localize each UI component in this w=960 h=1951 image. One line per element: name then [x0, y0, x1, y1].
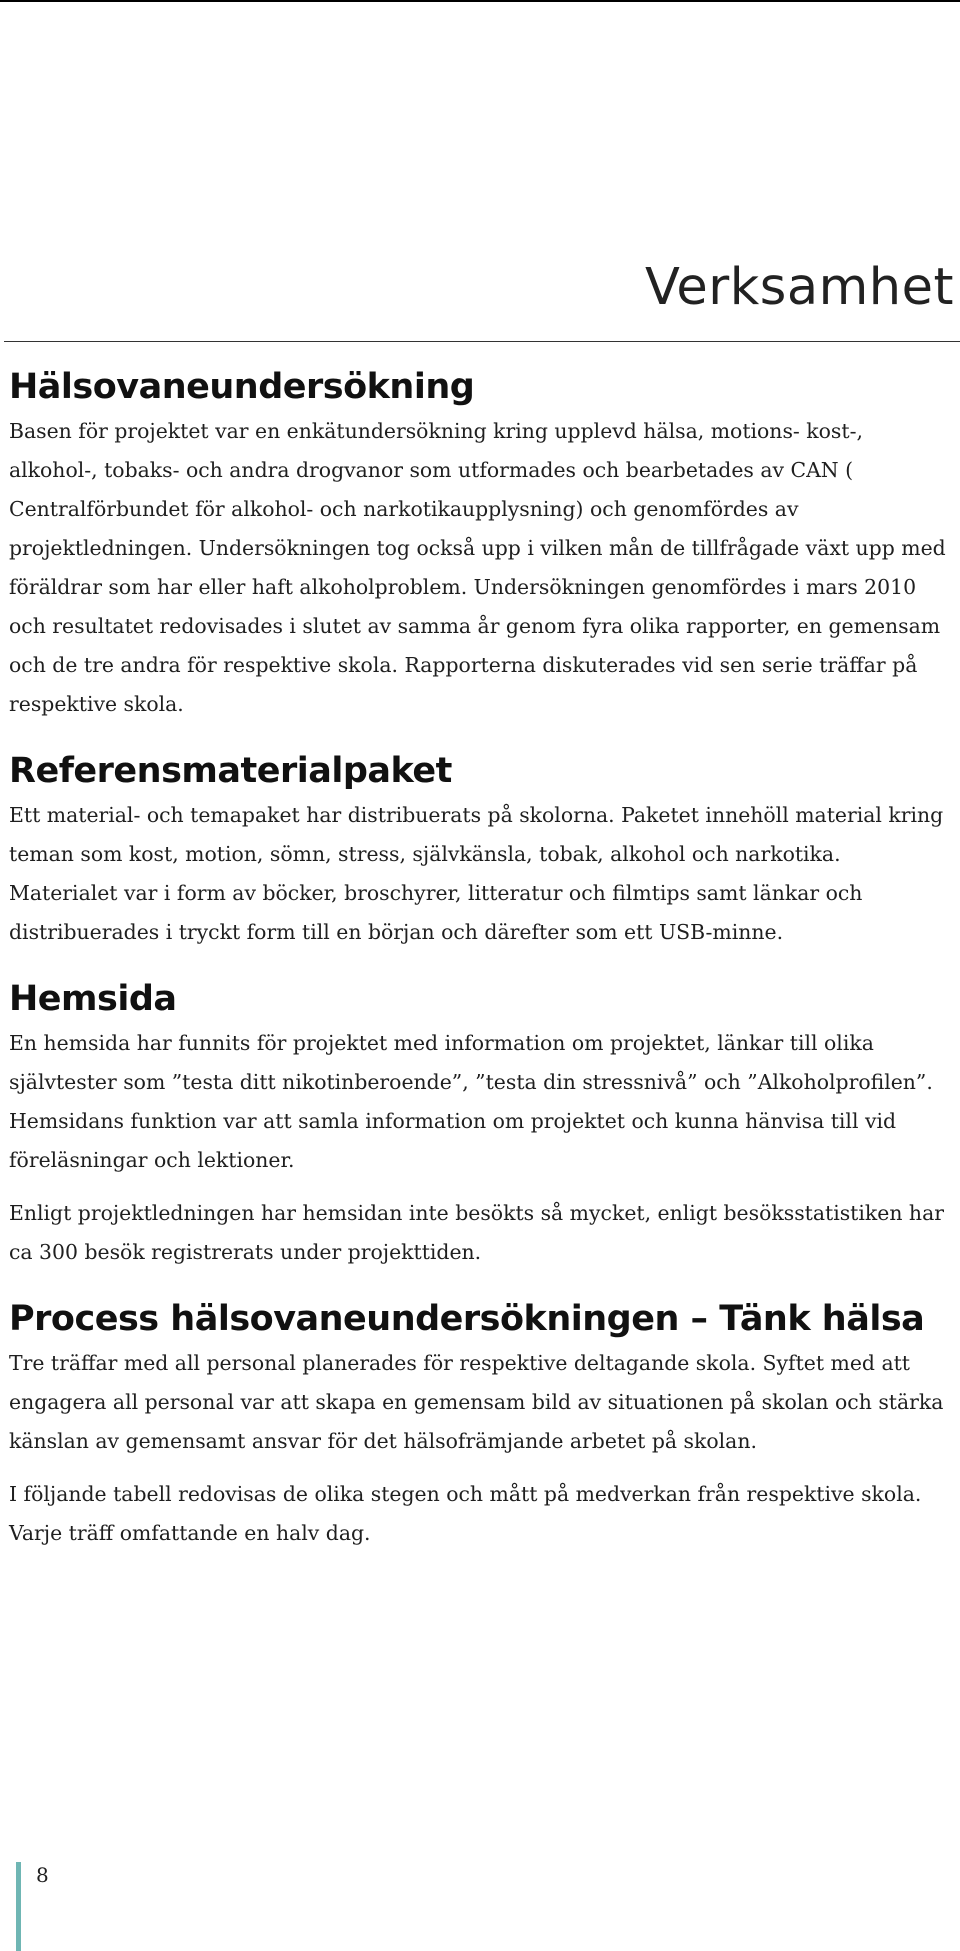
section-paragraph: En hemsida har funnits för projektet med information om projektet, länkar till olika självtester som ”testa ditt nikotinberoende”, ”testa din stressnivå” och ”Alkoholprofilen”. Hemsidans funktion var att samla information om projektet och kunna hänvisa till vid föreläsningar och lektioner. [9, 1031, 933, 1172]
section-paragraph: I följande tabell redovisas de olika stegen och mått på medverkan från respektive skola. Varje träff omfattande en halv dag. [9, 1482, 922, 1545]
section-heading: Hälsovaneundersökning [9, 367, 475, 407]
section-halsovaneundersokning [9, 366, 953, 724]
section-paragraph: Basen för projektet var en enkätundersökning kring upplevd hälsa, motions- kost-, alkohol-, tobaks- och andra drogvanor som utformades och bearbetades av CAN ( Centralförbundet för alkohol- och narkotikaupplysning) och genomfördes av projektledningen. Undersökningen tog också upp i vilken mån de tillfrågade växt upp med föräldrar som har eller haft alkoholproblem. Undersökningen genomfördes i mars 2010 och resultatet redovisades i slutet av samma år genom fyra olika rapporter, en gemensam och de tre andra för respektive skola. Rapporterna diskuterades vid sen serie träffar på respektive skola. [9, 419, 946, 716]
section-heading: Hemsida [9, 979, 177, 1019]
section-hemsida [9, 978, 953, 1272]
page-content [9, 366, 953, 1553]
chapter-title: Verksamhet [644, 258, 954, 317]
page-number: 8 [36, 1863, 49, 1887]
page-number-accent-bar [16, 1862, 21, 1951]
section-paragraph: Ett material- och temapaket har distribuerats på skolorna. Paketet innehöll material kring teman som kost, motion, sömn, stress, självkänsla, tobak, alkohol och narkotika. Materialet var i form av böcker, broschyrer, litteratur och filmtips samt länkar och distribuerades i tryckt form till en början och därefter som ett USB-minne. [9, 803, 944, 944]
section-process [9, 1298, 953, 1553]
section-paragraph: Tre träffar med all personal planerades för respektive deltagande skola. Syftet med att engagera all personal var att skapa en gemensam bild av situationen på skolan och stärka känslan av gemensamt ansvar för det hälsofrämjande arbetet på skolan. [9, 1351, 944, 1453]
section-paragraph: Enligt projektledningen har hemsidan inte besökts så mycket, enligt besöksstatistiken har ca 300 besök registrerats under projekttiden. [9, 1201, 944, 1264]
section-heading: Referensmaterialpaket [9, 751, 452, 791]
section-referensmaterialpaket [9, 750, 953, 952]
chapter-title-rule [4, 341, 960, 342]
top-border-line [0, 0, 960, 2]
section-heading: Process hälsovaneundersökningen – Tänk hälsa [9, 1299, 925, 1339]
